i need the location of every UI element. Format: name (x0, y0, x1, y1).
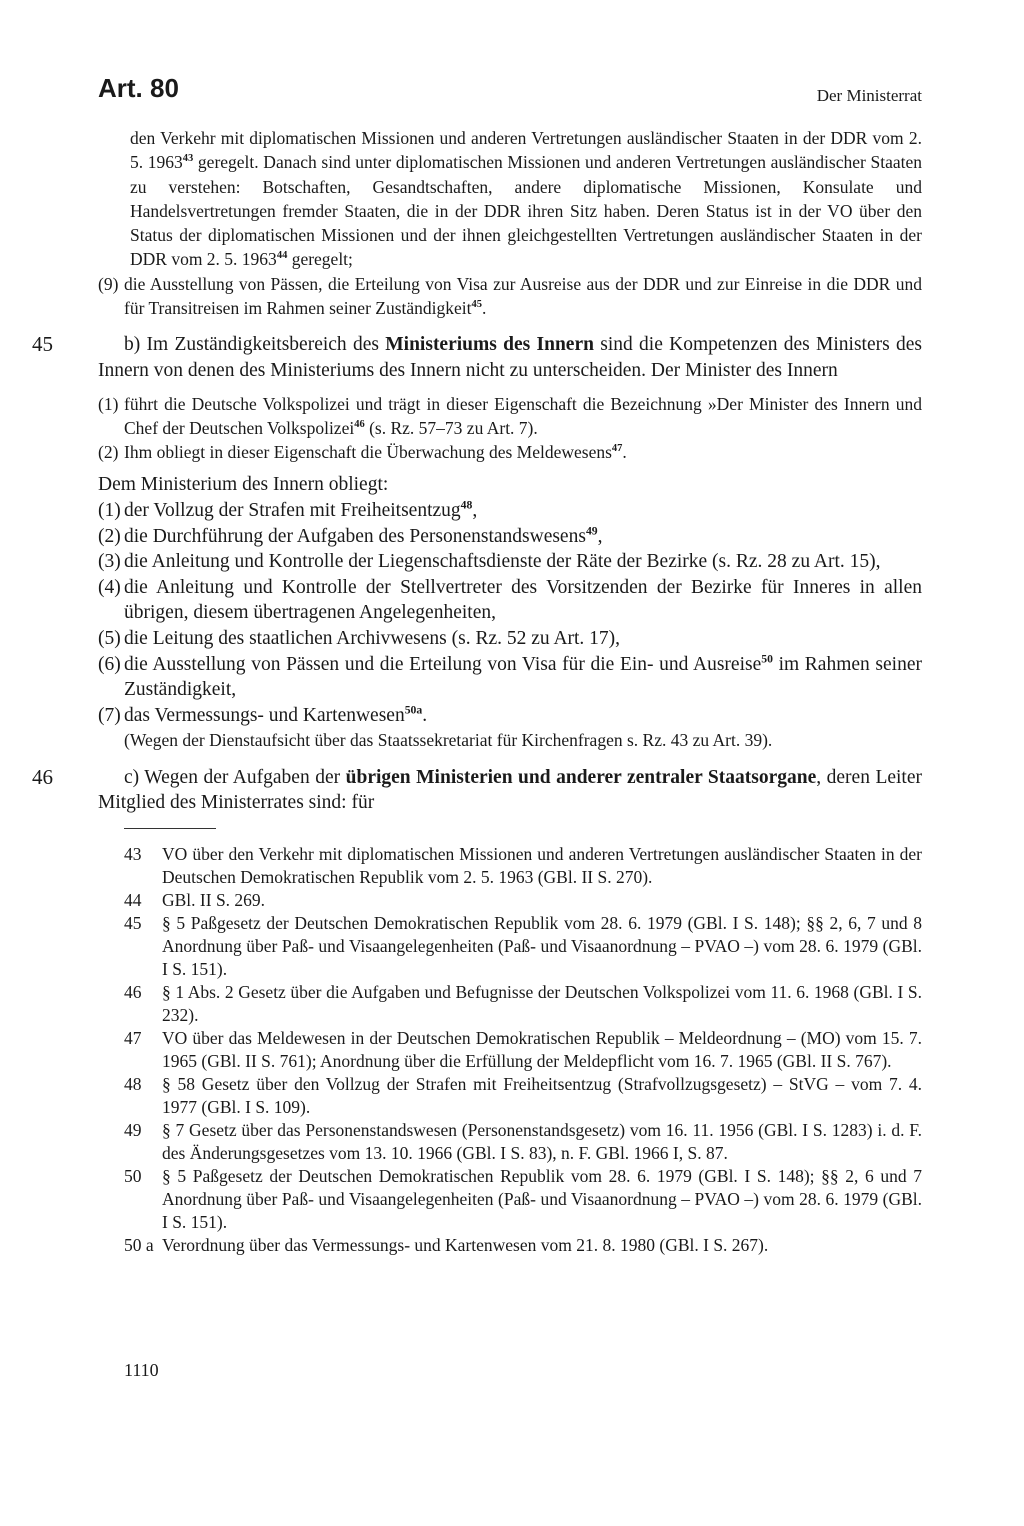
footnote-text: § 5 Paßgesetz der Deutschen Demokratischen Republik vom 28. 6. 1979 (GBl. I S. 148); §§ 2, 6 und 7 Anordnung über Paß- und Visaangelegenheiten (Paß- und Visaanordnung – PVAO –) vom 28. 6. 1979 (GBl. I S. 151). (162, 1165, 922, 1232)
footnote (124, 1165, 922, 1234)
footnote-text: VO über das Meldewesen in der Deutschen Demokratischen Republik – Meldeordnung – (MO) vom 15. 7. 1965 (GBl. II S. 761); Anordnung über die Erfüllung der Meldepflicht vom 16. 7. 1965 (GBl. II S. 767). (162, 1027, 922, 1071)
footnote-text: § 5 Paßgesetz der Deutschen Demokratischen Republik vom 28. 6. 1979 (GBl. I S. 148); §§ 2, 6, 7 und 8 Anordnung über Paß- und Visaangelegenheiten (Paß- und Visaanordnung – PVAO –) vom 28. 6. 1979 (GBl. I S. 151). (162, 912, 922, 979)
footnote-ref: 44 (276, 250, 288, 262)
footnote-text: § 7 Gesetz über das Personenstandswesen (Personenstandsgesetz) vom 16. 11. 1956 (GBl. I S. 1283) i. d. F. des Änderungsgesetzes vom 13. 10. 1966 (GBl. I S. 83), n. F. GBl. 1966 I, S. 87. (162, 1119, 922, 1163)
list-item: (1) führt die Deutsche Volkspolizei und trägt in dieser Eigenschaft die Bezeichnung »Der Minister des Innern und Chef der Deutschen Volkspolizei$^{46}$ (s. Rz. 57–73 zu Art. 7). (98, 393, 922, 438)
page-number: 1110 (124, 1360, 159, 1380)
footnote-number: 50 (124, 1165, 142, 1186)
margin-number: 46 (32, 764, 53, 789)
paragraph-45-intro: b) Im Zuständigkeitsbereich des Ministeriums des Innern sind die Kompetenzen des Ministers des Innern von denen des Ministeriums des Innern nicht zu unterscheiden. Der Minister des Innern (98, 334, 922, 381)
footnote-ref: 45 (471, 299, 483, 311)
list-item-label: (9) (98, 273, 119, 294)
ministry-duties-list (98, 498, 922, 728)
footnote-number: 50 a (124, 1234, 154, 1255)
list-item-label: (6) (98, 653, 121, 675)
footnote-number: 45 (124, 912, 142, 933)
footnote (124, 1027, 922, 1073)
footnote (124, 1234, 922, 1257)
footnote (124, 981, 922, 1027)
running-head: Der Ministerrat (816, 86, 922, 105)
footnote-number: 47 (124, 1027, 142, 1048)
footnote-text: Verordnung über das Vermessungs- und Kartenwesen vom 21. 8. 1980 (GBl. I S. 267). (162, 1234, 769, 1255)
list-item: (1) der Vollzug der Strafen mit Freiheitsentzug$^{48}$, (98, 498, 922, 524)
footnote (124, 912, 922, 981)
footnote-text: § 1 Abs. 2 Gesetz über die Aufgaben und Befugnisse der Deutschen Volkspolizei vom 11. 6. 1968 (GBl. I S. 232). (162, 981, 922, 1025)
ministry-heading: Dem Ministerium des Innern obliegt: (98, 474, 389, 496)
list-item-label: (4) (98, 576, 121, 598)
list-item-9: (9) die Ausstellung von Pässen, die Erteilung von Visa zur Ausreise aus der DDR und zur Einreise in die DDR und für Transitreisen im Rahmen seiner Zuständigkeit$^{45}$. (98, 273, 922, 319)
list-item: (3) die Anleitung und Kontrolle der Liegenschaftsdienste der Räte der Bezirke (s. Rz. 28 zu Art. 15), (98, 549, 922, 575)
footnote-number: 48 (124, 1073, 142, 1094)
footnote-text: GBl. II S. 269. (162, 889, 266, 910)
list-item-label: (3) (98, 551, 121, 573)
footnote (124, 1119, 922, 1165)
list-item-label: (2) (98, 525, 121, 547)
list-item-label: (5) (98, 628, 121, 650)
footnote (124, 889, 922, 912)
list-item-label: (1) (98, 500, 121, 522)
footnote-ref: 43 (182, 153, 194, 165)
paragraph-46 (32, 764, 923, 816)
list-item-label: (1) (98, 393, 119, 414)
footnote-number: 44 (124, 889, 142, 910)
list-item: (2) die Durchführung der Aufgaben des Personenstandswesens$^{49}$, (98, 524, 922, 550)
list-item: (2) Ihm obliegt in dieser Eigenschaft die Überwachung des Meldewesens$^{47}$. (98, 440, 922, 464)
article-label: Art. 80 (98, 73, 179, 103)
footnote-ref: 47 (611, 443, 623, 455)
list-item-label: (7) (98, 704, 121, 726)
footnote-text: § 58 Gesetz über den Vollzug der Strafen mit Freiheitsentzug (Strafvollzugsgesetz) – StVG – vom 7. 4. 1977 (GBl. I S. 109). (162, 1073, 922, 1117)
paragraph-46-text: c) Wegen der Aufgaben der übrigen Ministerien und anderer zentraler Staatsorgane, deren Leiter Mitglied des Ministerrates sind: für (98, 766, 923, 814)
footnote-ref: 46 (354, 419, 365, 431)
footnote-number: 49 (124, 1119, 142, 1140)
footnote-ref: 48 (460, 498, 473, 512)
intro-paragraph: den Verkehr mit diplomatischen Missionen und anderen Vertretungen ausländischer Staaten in der DDR vom 2. 5. 1963$^{43}$ geregelt. Danach sind unter diplomatischen Missionen und anderen Vertretungen ausländischer Staaten zu verstehen: Botschaften, Gesandtschaften, andere diplomatische Missionen, Konsulate und Handelsvertretungen fremder Staaten, die in der DDR ihren Sitz haben. Deren Status ist in der VO über den Status der diplomatischen Missionen und der ihnen gleichgestellten Vertretungen ausländischer Staaten in der DDR vom 2. 5. 1963$^{44}$ geregelt; (130, 128, 923, 270)
footnote-ref: 50 (761, 652, 773, 666)
list-item: (6) die Ausstellung von Pässen und die Erteilung von Visa für die Ein- und Ausreise$^{50}$ im Rahmen seiner Zuständigkeit, (98, 652, 922, 701)
list-item: (7) das Vermessungs- und Kartenwesen$^{50a}$. (98, 703, 922, 729)
footnote-ref: 50a (404, 703, 423, 717)
footnote-ref: 49 (585, 524, 598, 538)
margin-number: 45 (32, 332, 53, 357)
paragraph-45 (32, 332, 922, 383)
minister-duties-list (98, 392, 922, 465)
church-note: (Wegen der Dienstaufsicht über das Staatssekretariat für Kirchenfragen s. Rz. 43 zu Art. 39). (124, 730, 773, 751)
footnotes (98, 843, 922, 1257)
footnote-number: 43 (124, 843, 142, 864)
footnote-number: 46 (124, 981, 142, 1002)
body-text (32, 126, 923, 1257)
footnote (124, 843, 922, 889)
list-item: (4) die Anleitung und Kontrolle der Stellvertreter des Vorsitzenden der Bezirke für Inneres in allen übrigen, diesem übertragenen Angelegenheiten, (98, 576, 922, 624)
footnote-text: VO über den Verkehr mit diplomatischen Missionen und anderen Vertretungen ausländischer Staaten in der Deutschen Demokratischen Republik vom 2. 5. 1963 (GBl. II S. 270). (162, 843, 922, 887)
list-item: (5) die Leitung des staatlichen Archivwesens (s. Rz. 52 zu Art. 17), (98, 626, 922, 652)
footnote (124, 1073, 922, 1119)
list-item-label: (2) (98, 442, 119, 463)
footnote-divider (124, 828, 216, 829)
